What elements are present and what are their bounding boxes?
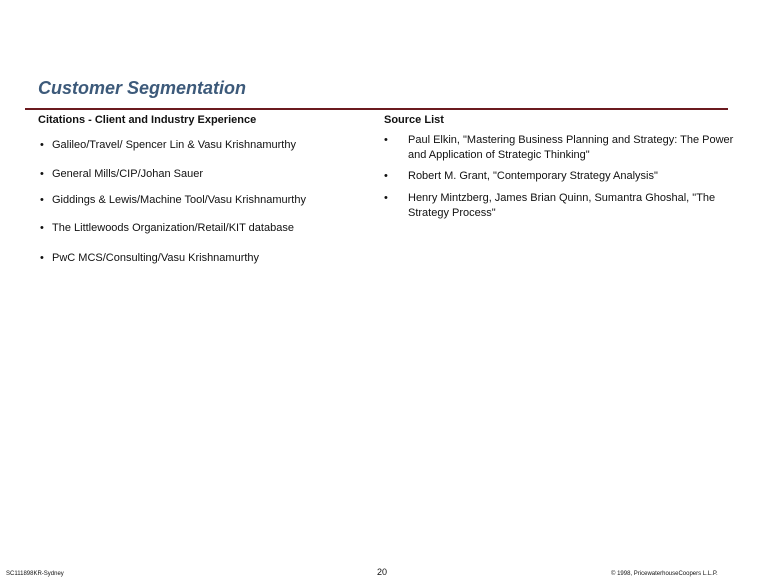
bullet: • [40, 194, 44, 206]
source-list-heading: Source List [384, 114, 444, 126]
source-item: Paul Elkin, "Mastering Business Planning and Strategy: The Power and Application of Strategic Thinking" [408, 134, 734, 161]
bullet: • [40, 168, 44, 180]
bullet: • [40, 252, 44, 264]
footer-code: SC111898KR-Sydney [6, 571, 64, 577]
source-item: Robert M. Grant, "Contemporary Strategy Analysis" [408, 170, 658, 182]
source-item: Henry Mintzberg, James Brian Quinn, Sumantra Ghoshal, "The Strategy Process" [408, 192, 716, 219]
citation-item: The Littlewoods Organization/Retail/KIT database [52, 222, 294, 234]
citation-item: PwC MCS/Consulting/Vasu Krishnamurthy [52, 252, 260, 264]
bullet: • [40, 222, 44, 234]
title-divider [25, 108, 728, 110]
citation-item: Giddings & Lewis/Machine Tool/Vasu Krishnamurthy [52, 194, 306, 206]
citation-item: Galileo/Travel/ Spencer Lin & Vasu Krishnamurthy [52, 139, 296, 151]
bullet: • [40, 139, 44, 151]
slide-title: Customer Segmentation [38, 78, 247, 98]
bullet: • [384, 170, 388, 182]
copyright: © 1998, PricewaterhouseCoopers L.L.P. [611, 571, 718, 577]
page-number: 20 [377, 567, 388, 577]
citations-heading: Citations - Client and Industry Experience [38, 114, 257, 126]
citation-item: General Mills/CIP/Johan Sauer [52, 168, 204, 180]
bullet: • [384, 192, 388, 204]
bullet: • [384, 134, 388, 146]
